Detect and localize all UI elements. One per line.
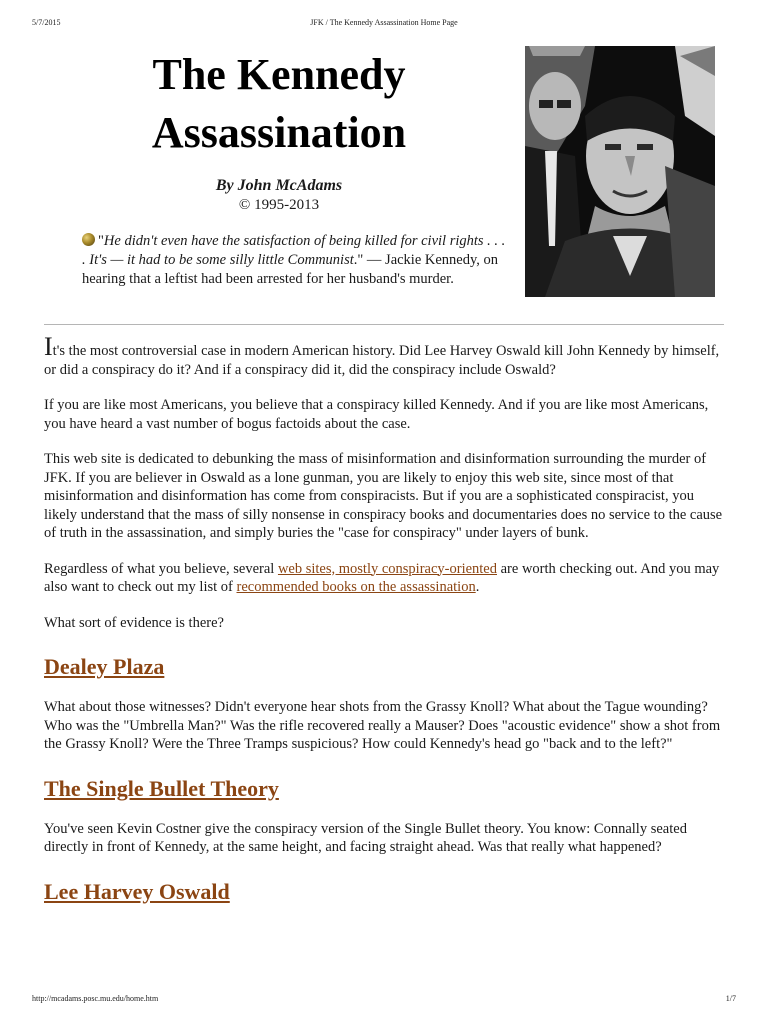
intro-paragraph-5: What sort of evidence is there? <box>44 614 224 631</box>
quote-text: He didn't even have the satisfaction of being killed for civil rights . . . . It's — it had to be some silly little Communist <box>82 233 506 268</box>
print-page-number: 1/7 <box>725 994 736 1003</box>
intro-paragraph-1-text: t's the most controversial case in modern American history. Did Lee Harvey Oswald kill John Kennedy by himself, or did a conspiracy do it? And if a conspiracy did it, did the conspiracy include Oswald? <box>44 343 720 378</box>
quote-close: ." — <box>353 252 382 268</box>
conspiracy-web-sites-link[interactable]: web sites, mostly conspiracy-oriented <box>277 560 497 577</box>
section-heading-dealey-plaza <box>44 654 724 680</box>
intro-paragraph-1 <box>44 332 724 379</box>
portrait-drawing <box>525 46 715 297</box>
print-page-title: JFK / The Kennedy Assassination Home Page <box>310 18 458 27</box>
p4-text-c: . <box>475 579 480 595</box>
quote-attribution: Jackie Kennedy, on hearing that a leftist had been arrested for her husband's murder. <box>82 252 499 287</box>
main-content <box>44 332 724 923</box>
print-url: http://mcadams.posc.mu.edu/home.htm <box>32 994 159 1003</box>
dealey-plaza-link[interactable]: Dealey Plaza <box>44 654 165 679</box>
section-divider <box>44 324 724 325</box>
intro-paragraph-3: This web site is dedicated to debunking the mass of misinformation and disinformation surrounding the murder of JFK. If you are believer in Oswald as a lone gunman, you are likely to enjoy this web site, since most of that misinformation and disinformation has come from conspiracists. But if you are a sophisticated conspiracist, you likely understand that the mass of silly nonsense in conspiracy books and documentaries does no service to the cause of truth in the assassination, and simply buries the "case for conspiracy" under layers of bunk. <box>44 451 723 541</box>
single-bullet-theory-body: You've seen Kevin Costner give the conspiracy version of the Single Bullet theory. You know: Connally seated directly in front of Kennedy, at the same height, and facing straight ahead. Was that really what happened? <box>44 820 687 855</box>
lee-harvey-oswald-link[interactable]: Lee Harvey Oswald <box>44 878 230 904</box>
dealey-plaza-body: What about those witnesses? Didn't everyone hear shots from the Grassy Knoll? What about the Tague wounding? Who was the "Umbrella Man?" Was the rifle recovered really a Mauser? Does "acoustic evidence" show a shot from the Grassy Knoll? Were the Three Tramps suspicious? How could Kennedy's head go "back and to the left?" <box>44 699 721 752</box>
single-bullet-theory-link[interactable]: The Single Bullet Theory <box>44 775 279 801</box>
print-header <box>32 18 736 30</box>
section-heading-single-bullet-theory <box>44 776 724 802</box>
gold-ball-bullet-icon <box>82 233 95 246</box>
p4-text-a: Regardless of what you believe, several <box>44 560 278 577</box>
copyright: © 1995-2013 <box>238 197 320 213</box>
print-footer <box>32 994 736 1006</box>
intro-paragraph-4 <box>44 560 724 597</box>
recommended-books-link[interactable]: recommended books on the assassination <box>236 579 476 595</box>
dropcap: I <box>44 332 53 361</box>
p4-text-b: are worth checking out. And you may also want to check out my list of <box>44 560 720 595</box>
jackie-kennedy-quote <box>82 232 512 289</box>
print-date: 5/7/2015 <box>32 18 61 27</box>
intro-paragraph-2: If you are like most Americans, you believe that a conspiracy killed Kennedy. And if you are like most Americans, you have heard a vast number of bogus factoids about the case. <box>44 397 709 432</box>
byline: By John McAdams <box>215 177 343 194</box>
masthead <box>44 46 514 215</box>
page-title: The Kennedy Assassination <box>151 50 407 157</box>
section-heading-lee-harvey-oswald <box>44 879 724 905</box>
oswald-portrait-image <box>525 46 715 297</box>
quote-open-mark: " <box>98 233 104 249</box>
